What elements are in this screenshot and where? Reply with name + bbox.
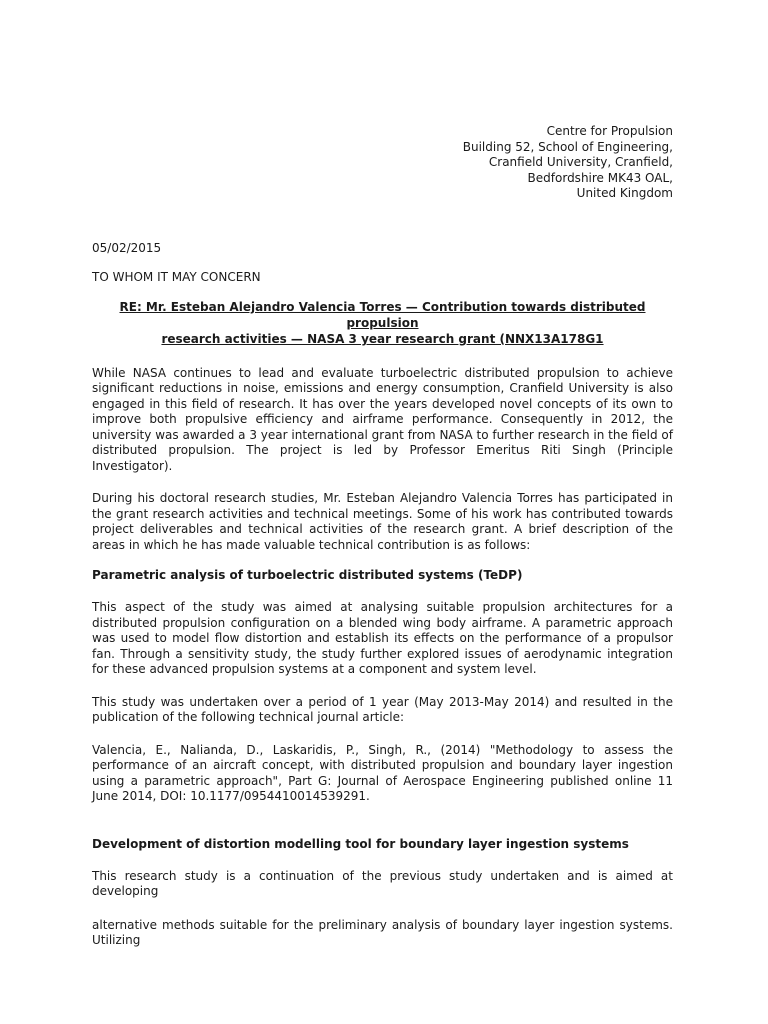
address-line: Bedfordshire MK43 OAL, [527, 170, 673, 185]
address-line: Centre for Propulsion [546, 124, 673, 138]
body-paragraph-6: This research study is a continuation of the previous study undertaken and is aimed at developing [92, 868, 673, 899]
letter-date: 05/02/2015 [92, 240, 162, 255]
subject-line-1: RE: Mr. Esteban Alejandro Valencia Torres — Contribution towards distributed propulsion [119, 299, 646, 330]
body-paragraph-4: This study was undertaken over a period of 1 year (May 2013-May 2014) and resulted in the publication of the following technical journal article: [92, 694, 673, 725]
citation-paragraph: Valencia, E., Nalianda, D., Laskaridis, P., Singh, R., (2014) "Methodology to assess the performance of an aircraft concept, with distributed propulsion and boundary layer ingestion using a parametric approach", Part G: Journal of Aerospace Engineering published online 11 June 2014, DOI: 10.1177/0954410014539291. [92, 742, 673, 804]
subject-line-2: research activities — NASA 3 year research grant (NNX13A178G1 [161, 331, 604, 346]
body-paragraph-3: This aspect of the study was aimed at analysing suitable propulsion architectures for a distributed propulsion configuration on a blended wing body airframe. A parametric approach was used to model flow distortion and establish its effects on the performance of a propulsor fan. Through a sensitivity study, the study further explored issues of aerodynamic integration for these advanced propulsion systems at a component and system level. [92, 600, 673, 677]
address-line: Cranfield University, Cranfield, [488, 155, 673, 170]
sender-address [92, 124, 673, 202]
body-paragraph-1: While NASA continues to lead and evaluate turboelectric distributed propulsion to achieve significant reductions in noise, emissions and energy consumption, Cranfield University is also engaged in this field of research. It has over the years developed novel concepts of its own to improve both propulsive efficiency and airframe performance. Consequently in 2012, the university was awarded a 3 year international grant from NASA to further research in the field of distributed propulsion. The project is led by Professor Emeritus Riti Singh (Principle Investigator). [92, 365, 673, 473]
address-line: Building 52, School of Engineering, [462, 139, 673, 154]
section-heading-distortion: Development of distortion modelling tool for boundary layer ingestion systems [92, 836, 629, 851]
body-paragraph-7: alternative methods suitable for the preliminary analysis of boundary layer ingestion systems. Utilizing [92, 917, 673, 948]
letter-page [92, 124, 673, 949]
salutation: TO WHOM IT MAY CONCERN [92, 269, 261, 284]
body-paragraph-2: During his doctoral research studies, Mr. Esteban Alejandro Valencia Torres has participated in the grant research activities and technical meetings. Some of his work has contributed towards project deliverables and technical activities of the research grant. A brief description of the areas in which he has made valuable technical contribution is as follows: [92, 491, 673, 552]
section-heading-tedp: Parametric analysis of turboelectric distributed systems (TeDP) [92, 568, 523, 583]
subject-line [92, 299, 673, 347]
address-line: United Kingdom [576, 186, 673, 201]
